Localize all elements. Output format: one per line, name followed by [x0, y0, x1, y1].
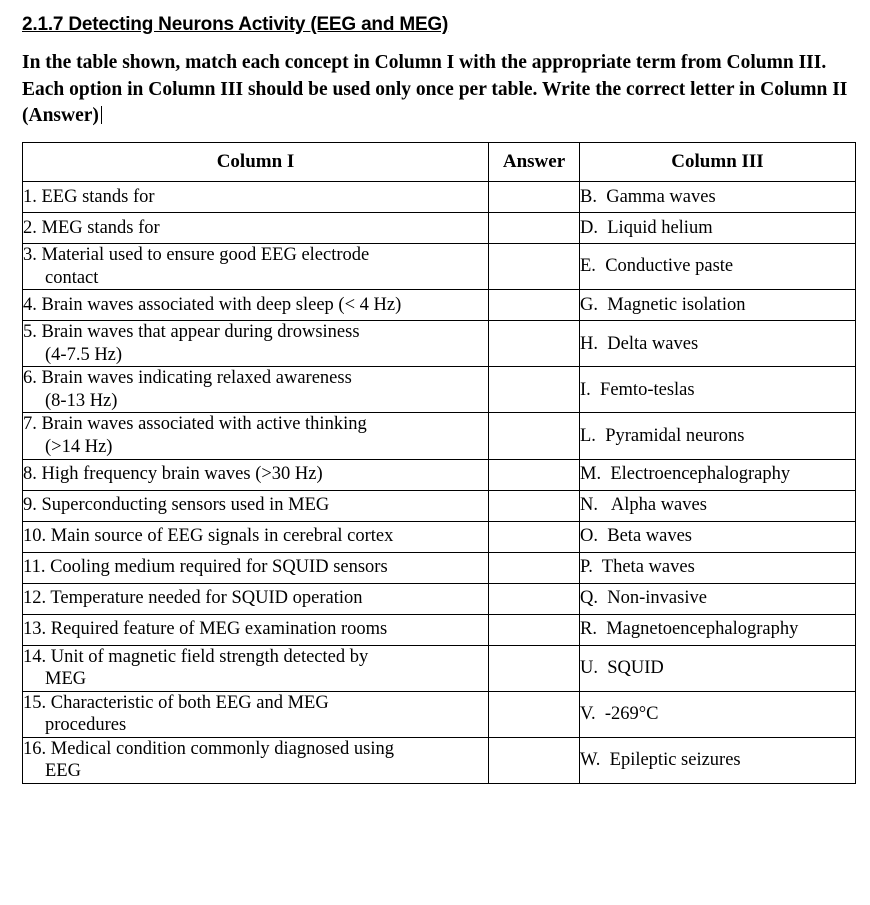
item-number: 4.: [23, 294, 37, 315]
answer-cell[interactable]: [489, 521, 580, 552]
page-title: 2.1.7 Detecting Neurons Activity (EEG and MEG): [22, 14, 449, 35]
table-row: [23, 182, 856, 213]
column-header-2: Answer: [489, 143, 580, 182]
item-number: 12.: [23, 588, 47, 609]
option-cell: [580, 182, 856, 213]
table-row: [23, 290, 856, 321]
option-text: Alpha waves: [610, 495, 707, 516]
option-letter: M.: [580, 464, 602, 485]
option-cell: [580, 645, 856, 691]
table-row: [23, 244, 856, 290]
item-number: 6.: [23, 368, 37, 389]
item-text: Brain waves associated with active thinking: [41, 414, 367, 435]
option-letter: E.: [580, 256, 596, 277]
item-number: 3.: [23, 245, 37, 266]
concept-cell: [23, 691, 489, 737]
option-text: Magnetoencephalography: [606, 619, 799, 640]
option-letter: W.: [580, 750, 601, 771]
item-text-continued: procedures: [45, 715, 127, 736]
option-text: Non-invasive: [607, 588, 707, 609]
table-header: [23, 143, 856, 182]
table-header-row: [23, 143, 856, 182]
option-cell: [580, 521, 856, 552]
option-text: Femto-teslas: [600, 379, 695, 400]
option-cell: [580, 321, 856, 367]
option-letter: U.: [580, 657, 598, 678]
item-number: 10.: [23, 526, 47, 547]
option-cell: [580, 691, 856, 737]
item-text-continued: (>14 Hz): [45, 437, 113, 458]
concept-cell: [23, 459, 489, 490]
option-letter: L.: [580, 425, 596, 446]
item-number: 13.: [23, 619, 47, 640]
matching-table: [22, 142, 856, 784]
table-row: [23, 583, 856, 614]
item-text: Material used to ensure good EEG electrode: [41, 245, 370, 266]
answer-cell[interactable]: [489, 244, 580, 290]
table-row: [23, 490, 856, 521]
table-row: [23, 552, 856, 583]
table-body: [23, 182, 856, 784]
table-row: [23, 459, 856, 490]
item-number: 7.: [23, 414, 37, 435]
item-number: 16.: [23, 738, 47, 759]
column-header-3: Column III: [580, 143, 856, 182]
answer-cell[interactable]: [489, 213, 580, 244]
table-row: [23, 737, 856, 783]
instructions-text: In the table shown, match each concept in Column I with the appropriate term from Column III. Each option in Column III should be used only once per table. Write the correct letter in Column II (Answer): [22, 52, 848, 127]
table-row: [23, 367, 856, 413]
text-cursor: [101, 106, 102, 124]
concept-cell: [23, 490, 489, 521]
option-letter: N.: [580, 495, 598, 516]
option-letter: B.: [580, 186, 597, 207]
option-cell: [580, 552, 856, 583]
option-letter: I.: [580, 379, 591, 400]
answer-cell[interactable]: [489, 552, 580, 583]
option-text: Epileptic seizures: [609, 750, 741, 771]
answer-cell[interactable]: [489, 413, 580, 459]
option-letter: P.: [580, 557, 593, 578]
answer-cell[interactable]: [489, 583, 580, 614]
answer-cell[interactable]: [489, 737, 580, 783]
item-text: High frequency brain waves (>30 Hz): [41, 464, 323, 485]
item-text: Brain waves indicating relaxed awareness: [41, 368, 352, 389]
column-header-1: Column I: [23, 143, 489, 182]
concept-cell: [23, 244, 489, 290]
concept-cell: [23, 583, 489, 614]
table-row: [23, 321, 856, 367]
item-text: Cooling medium required for SQUID sensors: [50, 557, 388, 578]
concept-cell: [23, 645, 489, 691]
option-text: Theta waves: [601, 557, 695, 578]
item-text: Brain waves associated with deep sleep (< 4 Hz): [41, 294, 402, 315]
item-text: Characteristic of both EEG and MEG: [50, 692, 329, 713]
table-row: [23, 691, 856, 737]
option-text: Beta waves: [607, 526, 693, 547]
item-number: 14.: [23, 646, 47, 667]
option-letter: V.: [580, 704, 596, 725]
concept-cell: [23, 737, 489, 783]
option-text: Pyramidal neurons: [605, 425, 745, 446]
option-text: SQUID: [607, 657, 664, 678]
option-letter: D.: [580, 217, 598, 238]
option-cell: [580, 244, 856, 290]
answer-cell[interactable]: [489, 367, 580, 413]
option-cell: [580, 737, 856, 783]
option-text: Conductive paste: [605, 256, 734, 277]
instructions-paragraph: [22, 50, 852, 130]
concept-cell: [23, 367, 489, 413]
item-number: 2.: [23, 217, 37, 238]
answer-cell[interactable]: [489, 490, 580, 521]
option-letter: O.: [580, 526, 598, 547]
option-letter: H.: [580, 333, 598, 354]
item-number: 11.: [23, 557, 46, 578]
option-text: -269°C: [604, 704, 659, 725]
answer-cell[interactable]: [489, 459, 580, 490]
answer-cell[interactable]: [489, 691, 580, 737]
option-cell: [580, 583, 856, 614]
option-cell: [580, 367, 856, 413]
option-letter: Q.: [580, 588, 598, 609]
concept-cell: [23, 413, 489, 459]
item-text: Required feature of MEG examination rooms: [50, 619, 388, 640]
item-text: Medical condition commonly diagnosed using: [50, 738, 394, 759]
answer-cell[interactable]: [489, 321, 580, 367]
item-text-continued: MEG: [45, 669, 87, 690]
concept-cell: [23, 521, 489, 552]
item-text-continued: contact: [45, 267, 99, 288]
item-text: Main source of EEG signals in cerebral cortex: [50, 526, 394, 547]
table-row: [23, 413, 856, 459]
table-row: [23, 521, 856, 552]
option-text: Electroencephalography: [610, 464, 791, 485]
option-cell: [580, 490, 856, 521]
table-row: [23, 614, 856, 645]
item-number: 9.: [23, 495, 37, 516]
item-number: 15.: [23, 692, 47, 713]
item-text: Brain waves that appear during drowsiness: [41, 322, 360, 343]
item-text-continued: (8-13 Hz): [45, 390, 118, 411]
option-text: Magnetic isolation: [607, 294, 746, 315]
concept-cell: [23, 213, 489, 244]
answer-cell[interactable]: [489, 645, 580, 691]
item-number: 5.: [23, 322, 37, 343]
item-text: Unit of magnetic field strength detected by: [50, 646, 369, 667]
option-cell: [580, 459, 856, 490]
item-number: 8.: [23, 464, 37, 485]
option-text: Delta waves: [607, 333, 699, 354]
option-letter: G.: [580, 294, 598, 315]
option-text: Liquid helium: [607, 217, 713, 238]
answer-cell[interactable]: [489, 182, 580, 213]
table-row: [23, 645, 856, 691]
concept-cell: [23, 614, 489, 645]
concept-cell: [23, 182, 489, 213]
item-text: MEG stands for: [41, 217, 160, 238]
item-text: Superconducting sensors used in MEG: [41, 495, 330, 516]
item-number: 1.: [23, 186, 37, 207]
item-text-continued: EEG: [45, 761, 81, 782]
item-text-continued: (4-7.5 Hz): [45, 344, 123, 365]
option-cell: [580, 213, 856, 244]
answer-cell[interactable]: [489, 614, 580, 645]
item-text: Temperature needed for SQUID operation: [50, 588, 363, 609]
option-cell: [580, 614, 856, 645]
option-letter: R.: [580, 619, 597, 640]
item-text: EEG stands for: [41, 186, 155, 207]
concept-cell: [23, 290, 489, 321]
answer-cell[interactable]: [489, 290, 580, 321]
concept-cell: [23, 552, 489, 583]
option-text: Gamma waves: [606, 186, 716, 207]
option-cell: [580, 413, 856, 459]
table-row: [23, 213, 856, 244]
option-cell: [580, 290, 856, 321]
concept-cell: [23, 321, 489, 367]
